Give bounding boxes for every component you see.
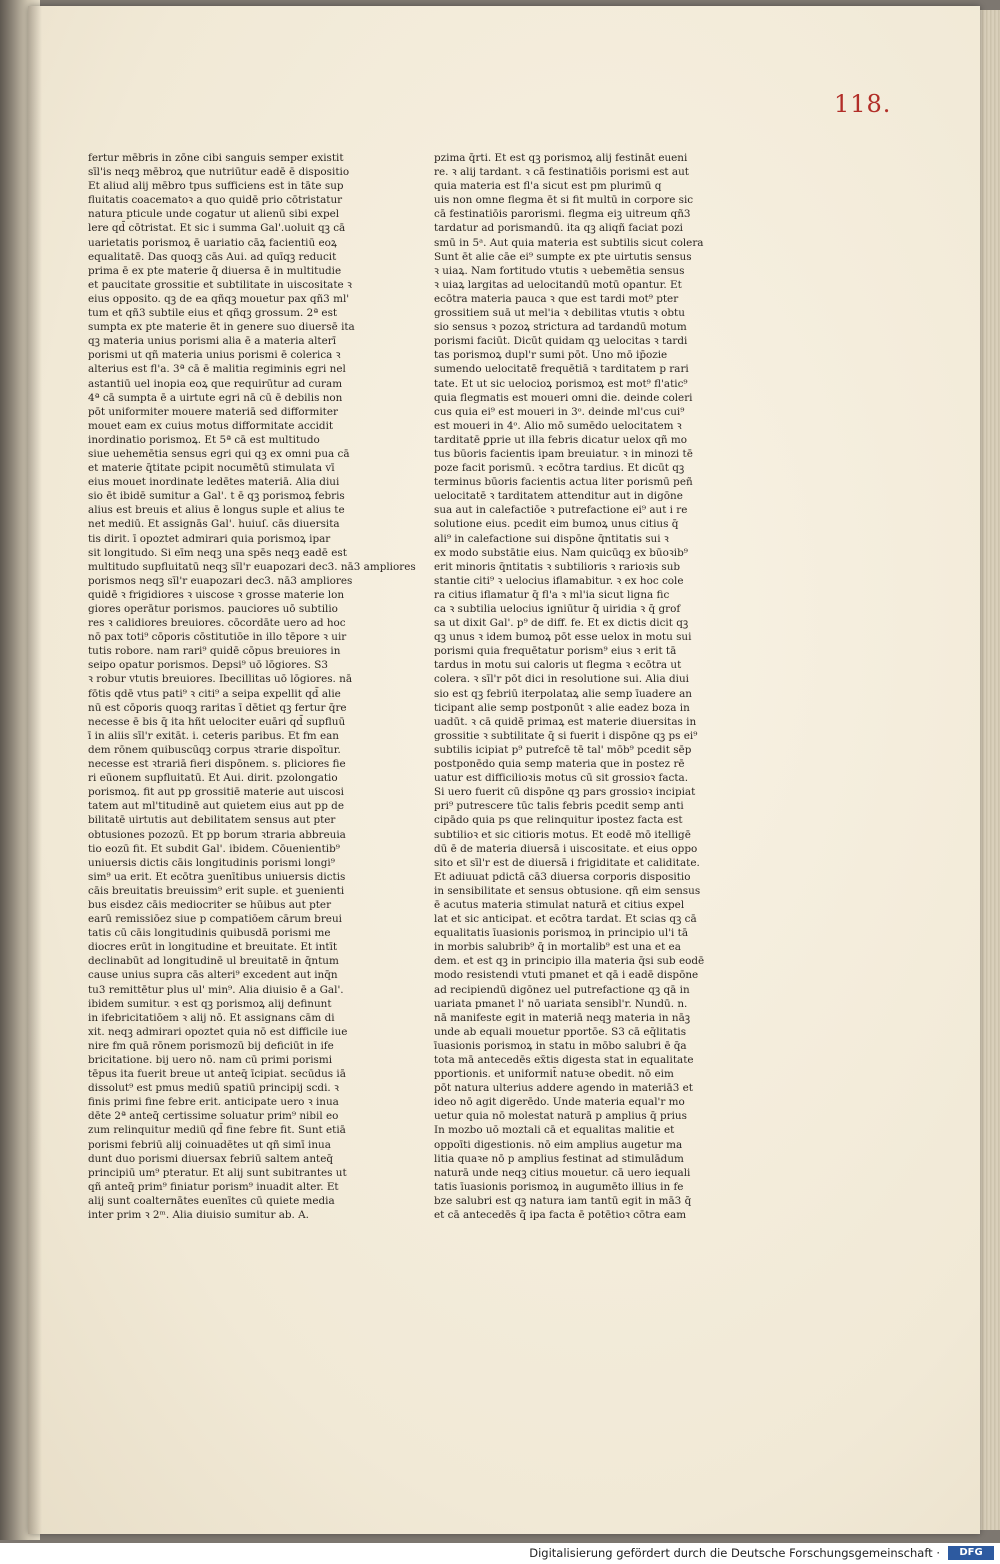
text-line: et paucitate grossitie et subtilitate in uiscositate ꝛ (88, 278, 352, 291)
text-column-left (88, 151, 416, 1222)
text-line: naturā unde neqꝫ citius mouetur. cā uero iequali (434, 1166, 691, 1179)
text-line: fertur mēbris in zōne cibi sanguis semper existit (88, 152, 344, 164)
text-line: necesse est ꝛtrariā fieri dispōnem. s. pliciores fie (88, 758, 346, 771)
text-line: Si uero fuerit cū dispōne qꝫ pars grossioꝛ incipiat (434, 786, 696, 799)
text-line: subtilioꝛ et sic citioris motus. Et eodē mō itelligē (434, 828, 691, 841)
text-line: uetur quia nō molestat naturā p amplius q̄ prius (434, 1110, 687, 1123)
text-line: ecōtra materia pauca ꝛ que est tardi mot⁹ pter (434, 292, 679, 305)
text-line: tutis robore. nam rari⁹ quidē cōpus breuiores in (88, 645, 341, 658)
text-line: uadūt. ꝛ cā quidē primaꝝ est materie diuersitas in (434, 715, 697, 728)
text-line: colera. ꝛ sīl'r pōt dici in resolutione sui. Alia diui (434, 673, 689, 686)
text-line: ca ꝛ subtilia uelocius igniūtur q̄ uiridia ꝛ q̄ grof (434, 603, 681, 615)
text-line: ī in aliis sīl'r exitāt. i. ceteris paribus. Et fm ean (88, 729, 339, 742)
text-line: dem rōnem quibuscūqꝫ corpus ꝛtrarie dispoītur. (88, 743, 341, 756)
text-line: natura pticule unde cogatur ut alienū sibi expel (88, 208, 340, 221)
text-line: tota mā antecedēs ex̄tis digesta stat in equalitate (434, 1054, 694, 1066)
text-line: tum et qñ3 subtile eius et qñqꝫ grossum. 2ª est (88, 307, 338, 320)
text-line: earū remissiōez siue p compatiōem cārum breui (88, 913, 342, 926)
text-line: sumendo uelocitatē frequētiā ꝛ tarditatem p rari (434, 363, 689, 376)
text-line: 4ª cā sumpta ē a uirtute egri nā cū ē debilis non (88, 391, 343, 404)
text-line: postponēdo quia semp materia que in postez rē (434, 758, 685, 771)
text-line: īuasionis porismoꝝ in statu in mōbo salubri ē q̄a (434, 1039, 687, 1052)
text-line: tēpus ita fuerit breue ut anteq̄ īcipiat. secūdus iā (88, 1068, 346, 1081)
text-line: necesse ē bis q̄ ita hñt uelociter euāri qd̄ supfluū (88, 715, 346, 728)
text-line: uariata pmanet l' nō uariata sensibl'r. Nundū. n. (434, 997, 688, 1010)
text-line: uatur est difficilioꝛis motus cū sit grossioꝛ facta. (434, 772, 689, 785)
text-line: inordinatio porismoꝝ. Et 5ª cā est multitudo (88, 433, 320, 446)
text-line: finis primi fine febre erit. anticipate uero ꝛ inua (88, 1096, 339, 1109)
text-line: pōt natura ulterius addere agendo in materiā3 et (434, 1082, 693, 1095)
text-line: sumpta ex pte materie ēt in genere suo diuersē ita (88, 321, 355, 334)
footer-bar (0, 1543, 1000, 1564)
text-line: equalitatis īuasionis porismoꝝ in principio ul'i tā (434, 927, 689, 940)
text-line: cipādo quia ps que relinquitur ipostez facta est (434, 814, 683, 827)
text-line: zum relinquitur mediū qd̄ fine febre fit. Sunt etiā (88, 1124, 346, 1137)
text-line: subtilis icipiat p⁹ putrefcē tē tal' mōb⁹ pcedit sēp (434, 743, 692, 756)
text-line: porismi febriū alij coinuadētes ut qñ simī inua (88, 1138, 331, 1151)
text-line: sio est qꝫ febriū iterpolataꝝ alie semp īuadere an (434, 687, 692, 700)
text-line: alij sunt coalternātes euenītes cū quiete media (88, 1194, 335, 1207)
text-line: tatem aut ml'titudinē aut quietem eius aut pp de (88, 800, 344, 813)
text-line: solutione eius. pcedit eim bumoꝝ unus citius q̄ (434, 518, 679, 531)
text-line: cāis breuitatis breuissim⁹ erit suple. et ꝫuenienti (88, 884, 345, 897)
text-line: modo resistendi vtuti pmanet et qā i eadē dispōne (434, 969, 699, 982)
text-line: principiū um⁹ pteratur. Et alij sunt subitrantes ut (88, 1166, 347, 1179)
page-edges (980, 10, 1000, 1530)
text-line: nā manifeste egit in materiā neqꝫ materia in nāꝫ (434, 1011, 691, 1024)
text-line: cā festinatiōis parorismi. flegma eiꝫ uitreum qñ3 (434, 208, 691, 221)
text-line: tardatur ad porismandū. ita qꝫ aliqñ faciat pozi (434, 222, 683, 235)
text-line: tu3 remittētur plus ul' min⁹. Alia diuisio ē a Gal'. (88, 983, 344, 996)
text-line: uis non omne flegma ēt si fit multū in corpore sic (434, 194, 694, 207)
text-line: dem. et est qꝫ in principio illa materia q̄si sub eodē (434, 955, 705, 968)
text-line: in morbis salubrib⁹ q̄ in mortalib⁹ est una et ea (434, 941, 681, 954)
text-line: res ꝛ calidiores breuiores. cōcordāte uero ad hoc (88, 617, 346, 630)
text-line: terminus būoris facientis actua liter porismū peñ (434, 476, 693, 489)
text-line: nū est cōporis quoqꝫ raritas ī dētiet qꝫ fertur q̄re (88, 701, 347, 714)
text-line: Et aliud alij mēbro tpus sufficiens est in tāte sup (88, 180, 344, 193)
text-line: ali⁹ in calefactione sui dispōne q̄ntitatis sui ꝛ (434, 532, 669, 545)
text-line: dū ē de materia diuersā i uiscositate. et eius oppo (434, 842, 698, 855)
text-line: declinabūt ad longitudinē ul breuitatē in q̄ntum (88, 955, 339, 968)
text-line: ꝛ uiaꝝ largitas ad uelocitandū motū opantur. Et (434, 278, 682, 291)
text-line: ticipant alie semp postponūt ꝛ alie eadez boza in (434, 701, 690, 714)
text-line: tatis cū cāis longitudinis quibusdā porismi me (88, 927, 331, 940)
text-line: siue uehemētia sensus egri qui qꝫ ex omni pua cā (88, 447, 350, 460)
text-line: in sensibilitate et sensus obtusione. qñ eim sensus (434, 884, 701, 897)
text-line: grossitiem suā ut mel'ia ꝛ debilitas vtutis ꝛ obtu (434, 307, 685, 320)
dfg-logo: DFG (948, 1546, 994, 1560)
text-line: obtusiones pozozū. Et pp borum ꝛtraria abbreuia (88, 828, 346, 841)
text-line: dunt duo porismi diuersax febriū saltem anteq̄ (88, 1152, 334, 1165)
text-line: smū in 5ᵃ. Aut quia materia est subtilis sicut colera (434, 236, 704, 249)
text-line: fōtis qdē vtus pati⁹ ꝛ citi⁹ a seipa expellit qd̄ alie (88, 687, 341, 700)
text-line: stantie citi⁹ ꝛ uelocius iflamabitur. ꝛ ex hoc cole (434, 574, 684, 587)
text-line: tas porismoꝝ dupl'r sumi pōt. Uno mō ip̄ozie (434, 349, 668, 362)
text-line: et materie q̄titate pcipit nocumētū stimulata vī (88, 462, 335, 475)
text-line: oppoīti digestionis. nō eim amplius augetur ma (434, 1138, 683, 1151)
text-line: sua aut in calefactiōe ꝛ putrefactione ei⁹ aut i re (434, 504, 688, 517)
text-line: porismoꝝ. fit aut pp grossitiē materie aut uiscosi (88, 786, 344, 799)
text-line: tio eozū fit. Et subdit Gal'. ibidem. Cōuenientib⁹ (88, 842, 340, 855)
text-line: cus quia ei⁹ est moueri in 3ᵒ. deinde ml'cus cui⁹ (434, 405, 685, 418)
text-line: xit. neqꝫ admirari opoztet quia nō est difficile iue (88, 1025, 348, 1038)
text-line: diocres erūt in longitudine et breuitate. Et intīt (88, 941, 338, 954)
text-line: qꝫ materia unius porismi alia ē a materia alterī (88, 335, 337, 348)
text-line: uarietatis porismoꝝ ē uariatio cāꝝ facientiū eoꝝ (88, 236, 337, 249)
text-line: porismi ut qñ materia unius porismi ē colerica ꝛ (88, 349, 341, 362)
text-line: lere qd̄ cōtristat. Et sic i summa Gal'.uoluit qꝫ cā (88, 222, 346, 235)
text-line: fluitatis coacematoꝛ a quo quidē prio cōtristatur (88, 194, 343, 207)
text-line: porismos neqꝫ sīl'r euapozari dec3. nā3 ampliores (88, 574, 353, 587)
text-line: tarditatē ꝑprie ut illa febris dicatur uelox qñ mo (434, 433, 687, 446)
text-line: ē acutus materia stimulat naturā et citius expel (434, 898, 685, 911)
text-line: qꝫ unus ꝛ idem bumoꝝ pōt esse uelox in motu sui (434, 631, 692, 644)
text-line: lat et sic anticipat. et ecōtra tardat. Et scias qꝫ cā (434, 913, 697, 926)
text-line: grossitie ꝛ subtilitate q̄ si fuerit i dispōne qꝫ ps ei⁹ (434, 729, 698, 742)
text-line: re. ꝛ alij tardant. ꝛ cā festinatiōis porismi est aut (434, 166, 689, 179)
text-line: uelocitatē ꝛ tarditatem attenditur aut in digōne (434, 490, 683, 503)
text-line: pri⁹ putrescere tūc talis febris pcedit semp anti (434, 800, 684, 813)
text-line: sim⁹ ua erit. Et ecōtra ꝫuenītibus uniuersis dictis (88, 870, 346, 883)
text-line: ra citius iflamatur q̄ fl'a ꝛ ml'ia sicut ligna fic (434, 588, 670, 601)
text-line: sa ut dixit Gal'. p⁹ de diff. fe. Et ex dictis dicit qꝫ (434, 617, 689, 630)
text-line: in ifebricitatiōem ꝛ alij nō. Et assignans cām di (88, 1011, 335, 1024)
text-line: astantiū uel inopia eoꝝ que requirūtur ad curam (88, 377, 343, 390)
funding-credit: Digitalisierung gefördert durch die Deutsche Forschungsgemeinschaft · (529, 1546, 940, 1560)
binding-shadow (28, 6, 42, 1534)
text-line: bilitatē uirtutis aut debilitatem sensus aut pter (88, 814, 336, 827)
text-line: sito et sīl'r est de diuersā i frigiditate et caliditate. (434, 856, 700, 869)
text-line: ri eūonem supfluitatū. Et Aui. dirit. pzolongatio (88, 772, 338, 785)
text-line: multitudo supfluitatū neqꝫ sīl'r euapozari dec3. nā3 ampliores (88, 560, 416, 573)
text-line: bze salubri est qꝫ natura iam tantū egit in mā3 q̄ (434, 1194, 692, 1207)
text-line: Et adiuuat pdictā cā3 diuersa corporis dispositio (434, 870, 691, 883)
text-line: ꝛ uiaꝝ. Nam fortitudo vtutis ꝛ uebemētia sensus (434, 264, 685, 277)
text-line: ex modo substātie eius. Nam quicūqꝫ ex būoꝛib⁹ (434, 546, 688, 559)
text-line: seipo opatur porismos. Depsi⁹ uō lōgiores. S3 (88, 659, 328, 672)
text-line: giores operātur porismos. pauciores uō subtilio (88, 603, 338, 615)
text-line: et cā antecedēs q̄ ipa facta ē potētioꝛ cōtra eam (434, 1209, 687, 1222)
text-line: quia materia est fl'a sicut est pm plurimū q (434, 180, 662, 193)
text-line: porismi quia frequētatur porism⁹ eius ꝛ erit tā (434, 645, 677, 658)
text-line: equalitatē. Das quoqꝫ cās Aui. ad quīqꝫ reducit (88, 250, 337, 263)
folio-number: 118. (834, 90, 892, 118)
text-line: bricitatione. bij uero nō. nam cū primi porismi (88, 1054, 333, 1066)
text-line: nire fm quā rōnem porismozū bij deficiūt in ife (88, 1039, 334, 1052)
text-line: tardus in motu sui caloris ut flegma ꝛ ecōtra ut (434, 659, 682, 672)
text-line: nō pax toti⁹ cōporis cōstitutiōe in illo tēpore ꝛ uir (88, 631, 347, 644)
text-line: sio sensus ꝛ pozoꝝ strictura ad tardandū motum (434, 321, 687, 334)
text-line: poze facit porismū. ꝛ ecōtra tardius. Et dicūt qꝫ (434, 462, 685, 475)
text-line: net mediū. Et assignās Gal'. huiuſ. cās diuersita (88, 518, 340, 531)
text-line: bus eisdez cāis mediocriter se hūibus aut pter (88, 898, 332, 911)
text-line: ꝛ robur vtutis breuiores. Ibecillitas uō lōgiores. nā (88, 673, 353, 686)
text-line: ideo nō agit digerēdo. Unde materia equal'r mo (434, 1096, 685, 1109)
text-line: pōt uniformiter mouere materiā sed difformiter (88, 405, 338, 418)
text-line: quia flegmatis est moueri omni die. deinde coleri (434, 391, 693, 404)
text-line: unde ab equali mouetur pportōe. S3 cā eq̄litatis (434, 1025, 687, 1038)
text-line: mouet eam ex cuius motus difformitate accidit (88, 419, 334, 432)
text-line: tus būoris facientis ipam breuiatur. ꝛ in minozi tē (434, 447, 693, 460)
text-line: Sunt ēt alie cāe ei⁹ sumpte ex pte uirtutis sensus (434, 250, 692, 263)
text-line: sīl'is neqꝫ mēbroꝝ que nutriūtur eadē ē dispositio (88, 166, 350, 179)
text-line: quidē ꝛ frigidiores ꝛ uiscose ꝛ grosse materie lon (88, 588, 345, 601)
text-line: porismi faciūt. Dicūt quidam qꝫ uelocitas ꝛ tardi (434, 335, 688, 348)
text-line: tatis īuasionis porismoꝝ in augumēto illius in fe (434, 1180, 684, 1193)
text-line: tis dirit. ī opoztet admirari quia porismoꝝ ipar (88, 532, 331, 545)
text-line: ad recipiendū digōnez uel putrefactione qꝫ qā in (434, 983, 690, 996)
text-line: dissolut⁹ est pmus mediū spatiū principij scdi. ꝛ (88, 1082, 339, 1095)
text-line: uniuersis dictis cāis longitudinis porismi longi⁹ (88, 856, 335, 869)
text-line: sit longitudo. Si eīm neqꝫ una spēs neqꝫ eadē est (88, 546, 347, 559)
text-line: prima ē ex pte materie q̄ diuersa ē in multitudie (88, 264, 342, 277)
text-line: sio ēt ibidē sumitur a Gal'. t ē qꝫ porismoꝝ febris (88, 490, 345, 503)
text-line: ibidem sumitur. ꝛ est qꝫ porismoꝝ alij definunt (88, 997, 332, 1010)
text-line: pzima q̄rti. Et est qꝫ porismoꝝ alij festināt eueni (434, 152, 688, 164)
text-line: qñ anteq̄ prim⁹ finiatur porism⁹ inuadit alter. Et (88, 1180, 339, 1193)
text-column-right (434, 151, 704, 1222)
text-line: pportionis. et uniformit̄ natuꝛe obedit. nō eim (434, 1068, 674, 1081)
text-line: eius opposito. qꝫ de ea qñqꝫ mouetur pax qñ3 ml' (88, 292, 350, 305)
text-line: dēte 2ª anteq̄ certissime soluatur prim⁹ nibil eo (88, 1110, 339, 1123)
text-line: In mozbo uō moztali cā et equalitas malitie et (434, 1124, 675, 1137)
text-line: eius mouet inordinate ledētes materiā. Alia diui (88, 476, 340, 489)
text-line: est moueri in 4ᵒ. Alio mō sumēdo uelocitatem ꝛ (434, 419, 682, 432)
text-line: alterius est fl'a. 3ª cā ē malitia regiminis egri nel (88, 363, 346, 376)
text-line: inter prim ꝛ 2ᵐ. Alia diuisio sumitur ab. A. (88, 1209, 309, 1222)
text-line: erit minoris q̄ntitatis ꝛ subtilioris ꝛ rarioꝛis sub (434, 560, 681, 573)
text-line: alius est breuis et alius ē longus suple et alius te (88, 504, 345, 517)
text-line: cause unius supra cās alteri⁹ excedent aut inq̄n (88, 969, 338, 982)
text-line: tate. Et ut sic uelocioꝝ porismoꝝ est mot⁹ fl'atic⁹ (434, 377, 688, 390)
text-line: litia quaꝛe nō p amplius festinat ad stimulādum (434, 1152, 684, 1165)
